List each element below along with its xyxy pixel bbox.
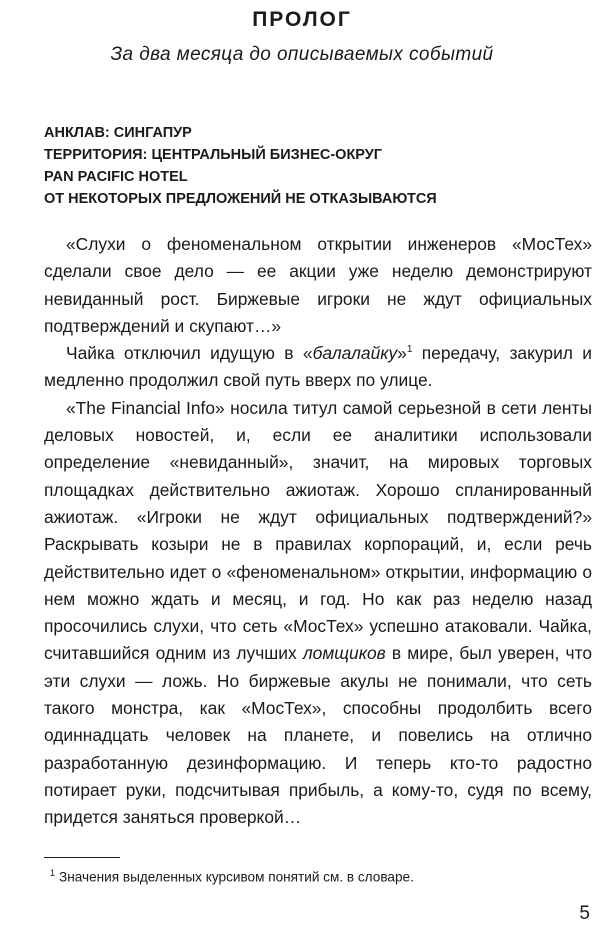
paragraph-2 <box>44 340 592 395</box>
p3-text-after: в мире, был уверен, что эти слухи — ложь. Но биржевые акулы не понимали, что сеть такого монстра, как «МосТех», способны продолбить всего одиннадцать человек на планете, и повелись на отлично разработанную дезинформацию. И теперь кто-то радостно потирает руки, подсчитывая прибыль, а кому-то, судя по всему, придется заняться проверкой… <box>44 643 593 828</box>
p3-text-before: «The Financial Info» носила титул самой серьезной в сети ленты деловых новостей, и, если ее аналитики использовали определение «невиданный», значит, на мировых торговых площадках действительно ажиотаж. Хорошо спланированный ажиотаж. «Игроки не ждут официальных подтверждений?» Раскрывать козыри не в правилах корпораций, и, если речь действительно идет о «феноменальном» открытии, информацию о нем можно ждать и месяц, и год. Но как раз неделю назад просочились слухи, что сеть «МосТех» успешно атаковали. Чайка, считавшийся одним из лучших <box>44 397 592 664</box>
location-header <box>44 122 584 210</box>
p2-quote-close: » <box>397 343 407 364</box>
chapter-subtitle: За два месяца до описываемых событий <box>110 44 494 65</box>
p3-italic-term: ломщиков <box>302 643 386 664</box>
paragraph-3 <box>44 395 592 832</box>
footnote <box>44 864 598 887</box>
p2-text-before: Чайка отключил идущую в « <box>66 343 313 364</box>
body-text <box>44 231 592 832</box>
footnote-mark: 1 <box>50 868 56 878</box>
p2-text-after: передачу, закурил и медленно продолжил свой путь вверх по улице. <box>44 343 592 391</box>
meta-line-territory: ТЕРРИТОРИЯ: ЦЕНТРАЛЬНЫЙ БИЗНЕС-ОКРУГ <box>44 147 383 163</box>
meta-line-hotel: PAN PACIFIC HOTEL <box>44 169 188 185</box>
page-number: 5 <box>579 903 590 924</box>
paragraph-1: «Слухи о феноменальном открытии инженеров «МосТех» сделали свое дело — ее акции уже неделю демонстрируют невиданный рост. Биржевые игроки не ждут официальных подтверждений и скупают…» <box>44 234 592 336</box>
p2-italic-term: балалайку <box>312 343 398 364</box>
meta-line-heading: ОТ НЕКОТОРЫХ ПРЕДЛОЖЕНИЙ НЕ ОТКАЗЫВАЮТСЯ <box>44 191 437 207</box>
chapter-title: ПРОЛОГ <box>252 8 352 31</box>
footnote-divider <box>44 857 120 858</box>
footnote-text: Значения выделенных курсивом понятий см. в словаре. <box>59 869 414 885</box>
footnote-reference: 1 <box>406 344 413 356</box>
meta-line-enclave: АНКЛАВ: СИНГАПУР <box>44 125 192 141</box>
